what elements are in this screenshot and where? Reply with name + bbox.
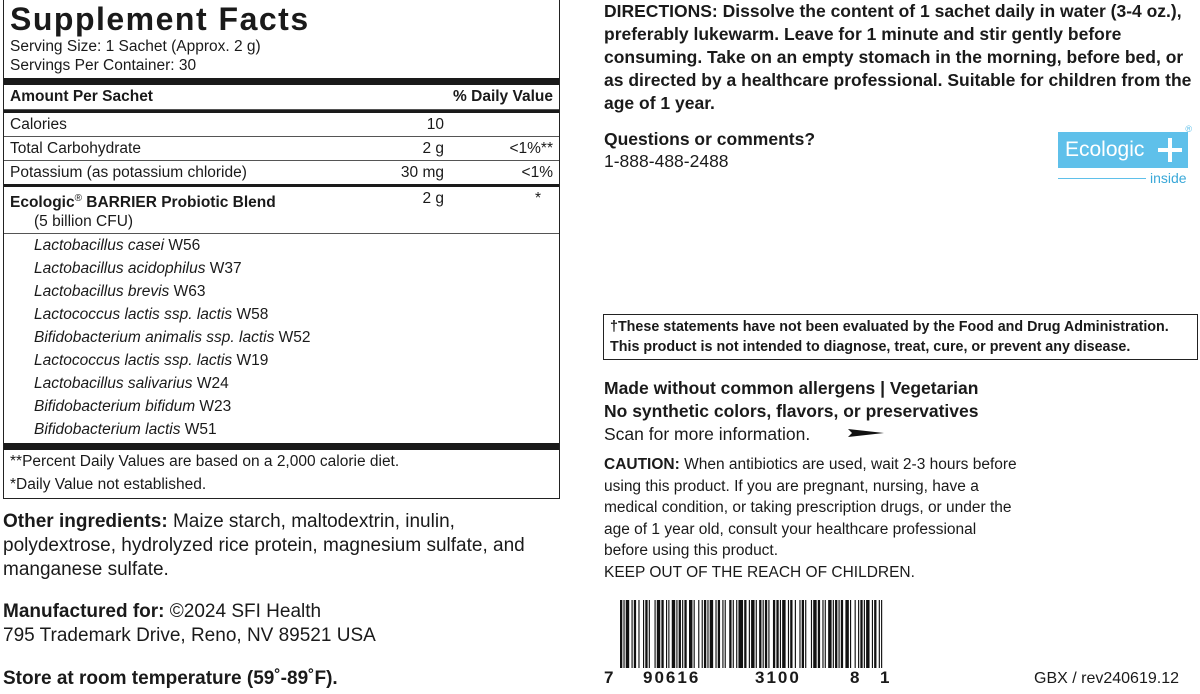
other-ingredients-label: Other ingredients:: [3, 511, 168, 532]
scan-text: Scan for more information.: [604, 424, 811, 444]
nutrient-name: Calories: [10, 116, 67, 133]
ecologic-logo-box: [1058, 132, 1188, 168]
probiotic-blend-row: [4, 187, 559, 210]
facts-row-potassium: [4, 161, 559, 184]
serving-size: Serving Size: 1 Sachet (Approx. 2 g): [10, 38, 261, 55]
logo-underline: [1058, 178, 1146, 179]
strain-species: Lactobacillus acidophilus: [34, 260, 206, 277]
strain-row: [4, 349, 559, 372]
strain-id: W51: [180, 421, 217, 438]
strain-species: Lactococcus lactis ssp. lactis: [34, 306, 233, 323]
manufacturer-label: Manufactured for:: [3, 601, 165, 622]
strain-id: W24: [192, 375, 229, 392]
strain-row: [4, 234, 559, 257]
barcode-check-digit: 8: [850, 668, 860, 687]
registered-mark: ®: [1185, 124, 1192, 134]
caution-label: CAUTION:: [604, 456, 680, 473]
fda-disclaimer: [603, 314, 1198, 360]
strain-list: [10, 234, 553, 441]
manufacturer-address: 795 Trademark Drive, Reno, NV 89521 USA: [3, 625, 376, 646]
manufacturer-name: ©2024 SFI Health: [164, 601, 322, 622]
other-ingredients-text: Maize starch, maltodextrin, inulin, polydextrose, hydrolyzed rice protein, magnesium sulfate, and manganese sulfate.: [3, 511, 525, 580]
strain-id: W19: [232, 352, 269, 369]
barcode-group-1: 90616: [643, 668, 701, 687]
facts-header-row: [4, 85, 559, 110]
strain-row: [4, 280, 559, 303]
divider-thick: [4, 443, 559, 450]
strain-id: W56: [164, 237, 201, 254]
other-ingredients: [3, 510, 558, 582]
strain-species: Bifidobacterium lactis: [34, 421, 181, 438]
questions-block: [604, 128, 815, 172]
barcode-image: [620, 600, 884, 668]
blend-cfu: (5 billion CFU): [4, 210, 559, 234]
ecologic-logo-word: Ecologic: [1065, 138, 1145, 161]
nutrient-amount: 30 mg: [400, 164, 444, 181]
strain-id: W58: [232, 306, 269, 323]
synthetic-claim: No synthetic colors, flavors, or preservatives: [604, 401, 979, 421]
servings-per-container: Servings Per Container: 30: [10, 57, 197, 74]
blend-amount: 2 g: [422, 190, 444, 207]
ecologic-inside-logo: [1058, 124, 1192, 188]
nutrient-dv: <1%: [521, 164, 553, 181]
barcode-group-2: 3100: [755, 668, 801, 687]
strain-species: Bifidobacterium bifidum: [34, 398, 196, 415]
strain-row: [4, 372, 559, 395]
amount-per-header: Amount Per Sachet: [10, 88, 153, 105]
phone-number: 1-888-488-2488: [604, 151, 729, 171]
manufacturer-info: [3, 600, 376, 648]
nutrient-amount: 2 g: [422, 140, 444, 157]
strain-species: Lactobacillus brevis: [34, 283, 170, 300]
allergen-claim: Made without common allergens | Vegetarian: [604, 378, 979, 398]
facts-row-calories: [4, 113, 559, 137]
strain-species: Lactococcus lactis ssp. lactis: [34, 352, 233, 369]
questions-title: Questions or comments?: [604, 129, 816, 149]
footnote-percent-dv: **Percent Daily Values are based on a 2,000 calorie diet.: [10, 453, 400, 470]
blend-dv: *: [534, 190, 541, 207]
version-code: GBX / rev240619.12: [1034, 670, 1179, 687]
supplement-facts-panel: [3, 0, 560, 499]
keep-out-warning: KEEP OUT OF THE REACH OF CHILDREN.: [604, 563, 915, 581]
divider-thick: [4, 78, 559, 85]
strain-id: W37: [205, 260, 242, 277]
blend-name: Ecologic® BARRIER Probiotic Blend: [10, 193, 276, 212]
caution-block: [604, 454, 1024, 583]
product-claims: [604, 377, 978, 446]
strain-row: [4, 326, 559, 349]
footnote-dv-not-established: *Daily Value not established.: [10, 476, 207, 493]
strain-row: [4, 395, 559, 418]
barcode-digit-first: 7: [604, 668, 614, 687]
strain-row: [4, 257, 559, 280]
storage-instructions: Store at room temperature (59˚-89˚F).: [3, 668, 338, 689]
strain-id: W52: [274, 329, 311, 346]
nutrient-amount: 10: [426, 116, 444, 133]
disclaimer-line-2: This product is not intended to diagnose, treat, cure, or prevent any disease.: [610, 339, 1131, 355]
strain-species: Lactobacillus salivarius: [34, 375, 193, 392]
arrow-right-icon: [848, 428, 884, 438]
ecologic-inside-word: inside: [1150, 170, 1187, 186]
facts-row-carbohydrate: [4, 137, 559, 161]
plus-icon: [1158, 138, 1182, 162]
strain-id: W63: [169, 283, 206, 300]
strain-row: [4, 303, 559, 326]
strain-species: Bifidobacterium animalis ssp. lactis: [34, 329, 275, 346]
nutrient-name: Total Carbohydrate: [10, 140, 141, 157]
strain-species: Lactobacillus casei: [34, 237, 165, 254]
barcode-digit-last: 1: [880, 668, 890, 687]
caution-text: When antibiotics are used, wait 2-3 hours before using this product. If you are pregnant, nursing, have a medical condition, or taking prescription drugs, or under the age of 1 year old, consult your healthcare professional before using this product.: [604, 456, 1017, 559]
strain-id: W23: [195, 398, 232, 415]
strain-row: [4, 418, 559, 441]
nutrient-dv: <1%**: [509, 140, 553, 157]
directions-text: DIRECTIONS: Dissolve the content of 1 sachet daily in water (3-4 oz.), preferably lukewarm. Leave for 1 minute and stir gently before consuming. Take on an empty stomach in the morning, before bed, or as directed by a healthcare professional. Suitable for children from the age of 1 year.: [604, 1, 1192, 113]
facts-title: Supplement Facts: [10, 1, 310, 37]
daily-value-header: % Daily Value: [453, 88, 553, 105]
disclaimer-line-1: †These statements have not been evaluated by the Food and Drug Administration.: [610, 319, 1169, 335]
nutrient-name: Potassium (as potassium chloride): [10, 164, 247, 181]
